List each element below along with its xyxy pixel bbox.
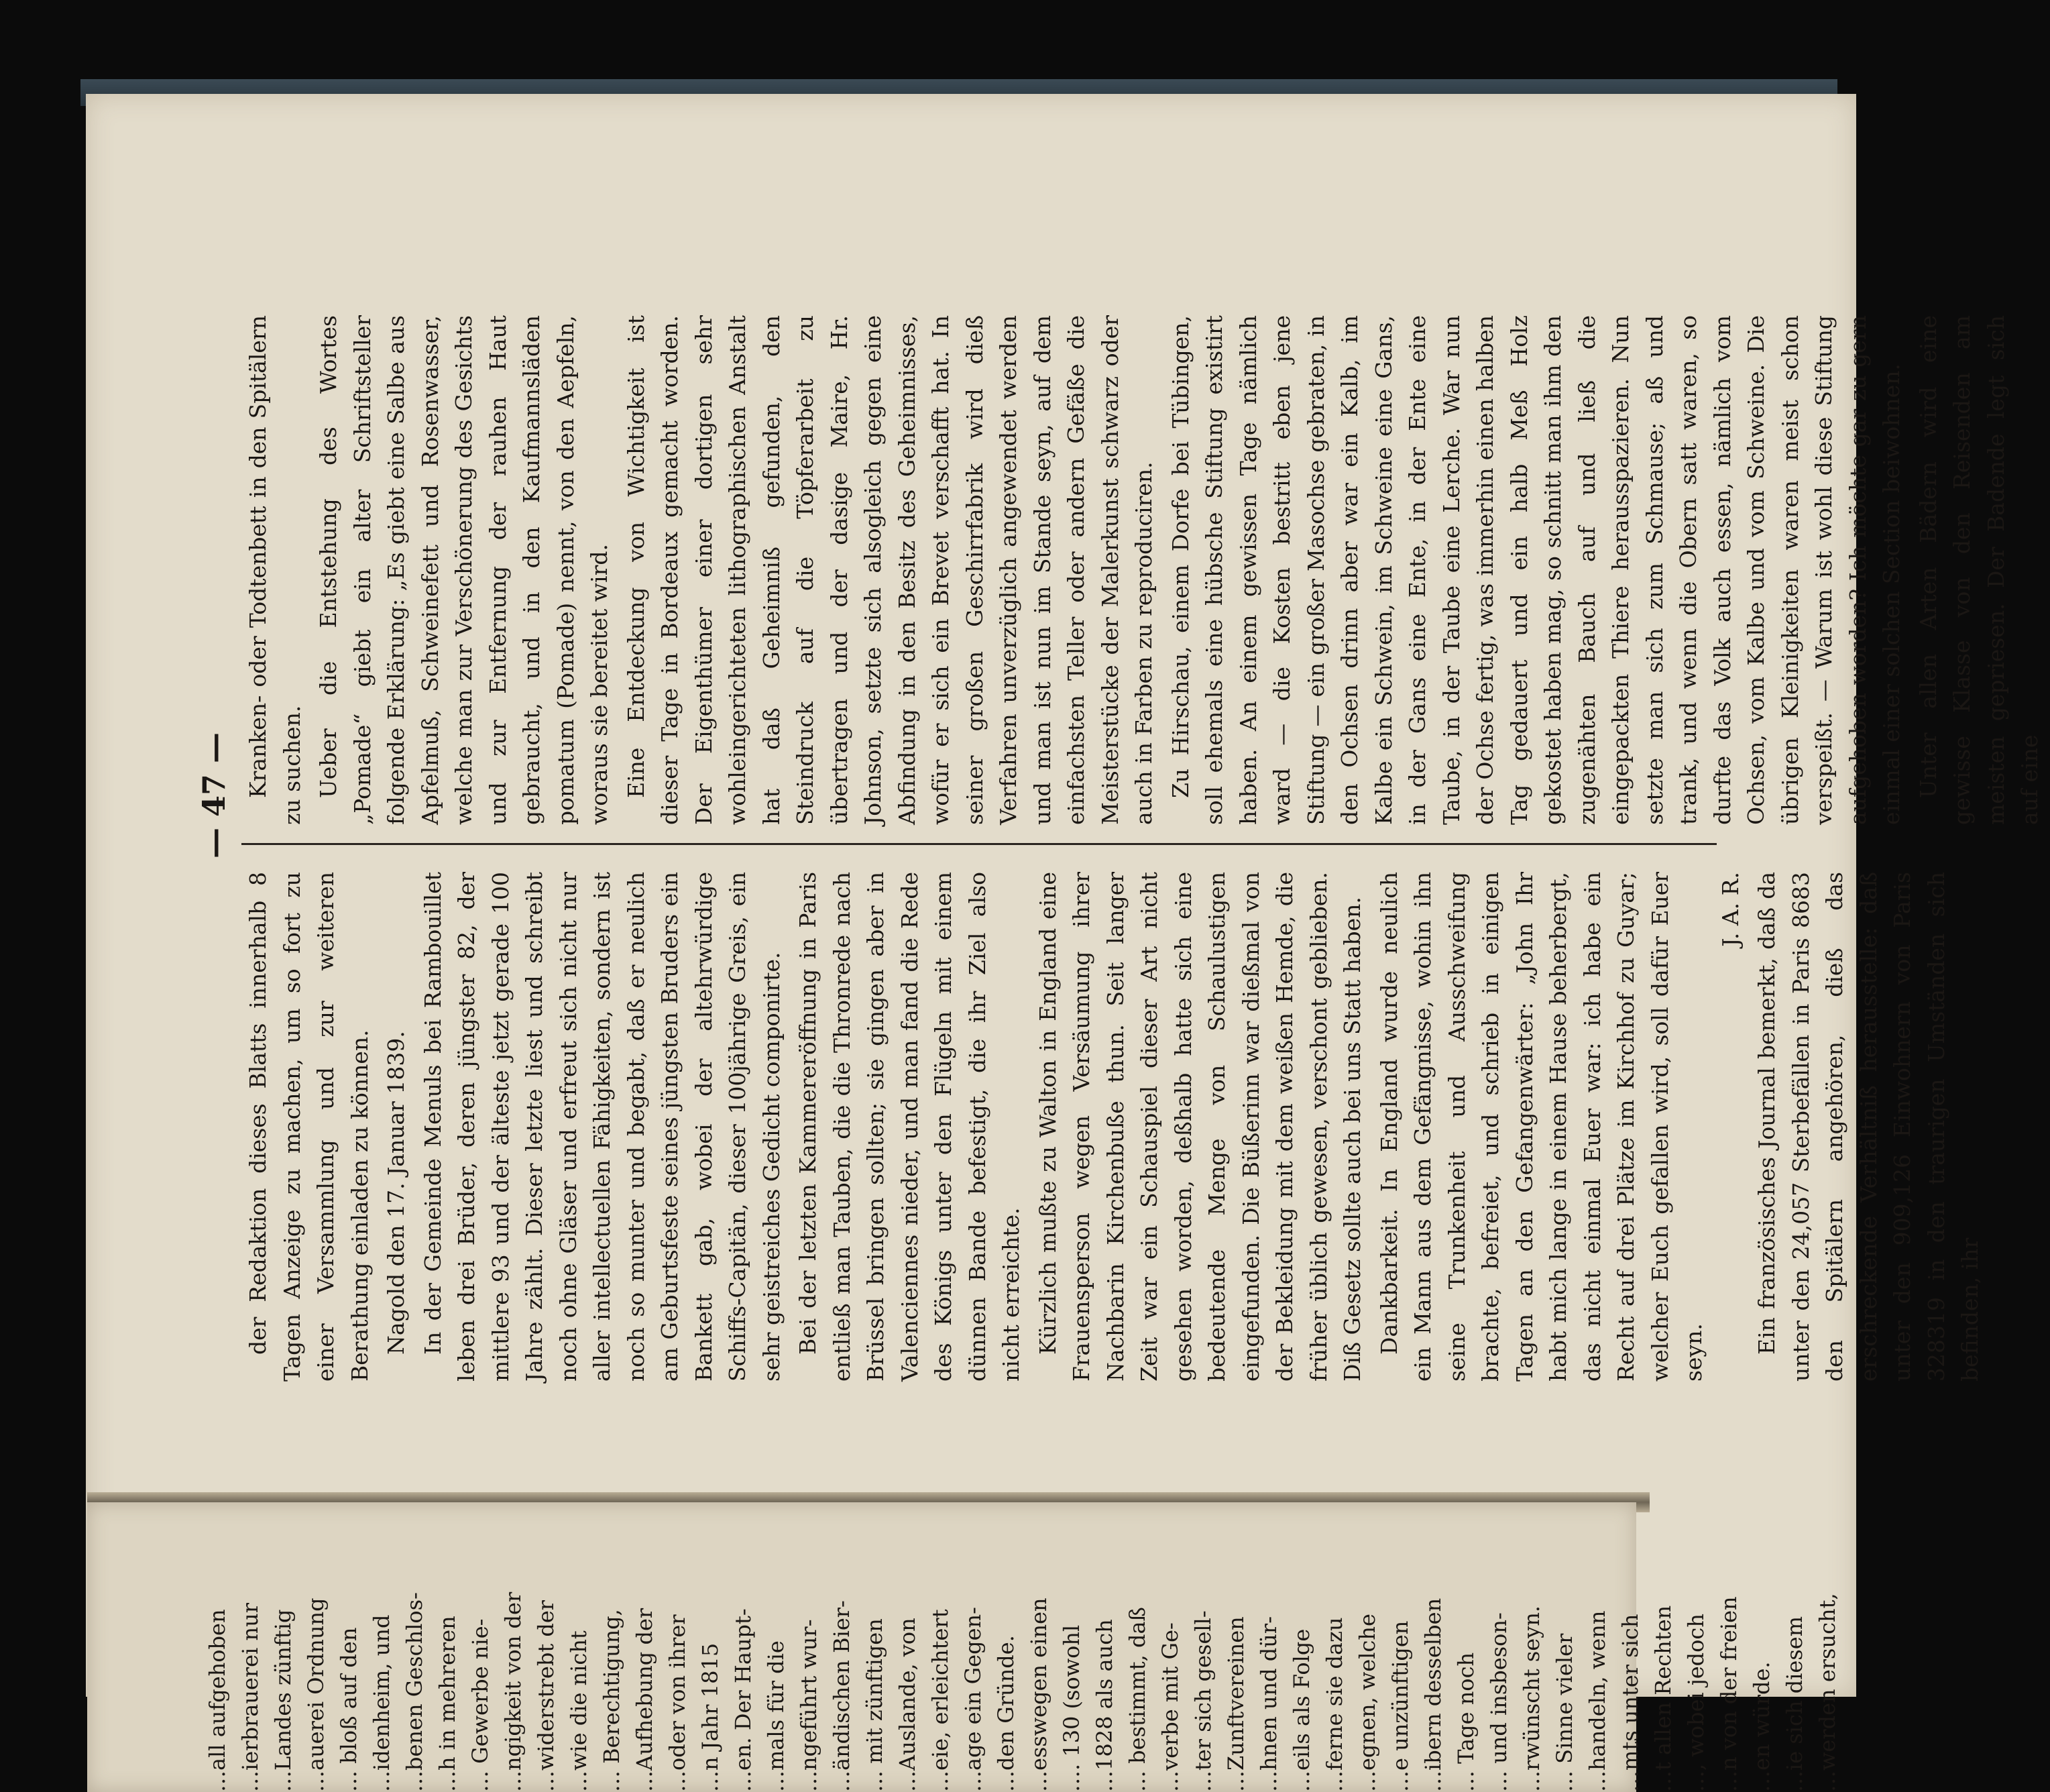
paragraph: Kürzlich mußte zu Walton in England eine Frauensperson wegen Versäumung ihrer Nachbarin Kirchenbuße thun. Seit langer Zeit war ein Schauspiel dieser Art nicht gesehen worden, deßhalb hatte sich eine bedeutende Menge von Schaulustigen eingefunden. Die Büßerinn war dießmal von der Bekleidung mit dem weißen Hemde, die früher üblich gewesen, verschont geblieben. Diß Gesetz sollte auch bei uns Statt haben.: [1034, 872, 1365, 1382]
facing-line: …verbe mit Ge-: [1157, 1622, 1183, 1792]
paragraph: Ueber die Entstehung des Wortes „Pomade“ giebt ein alter Schriftsteller folgende Erklärung: „Es giebt eine Salbe aus Apfelmuß, Schweinefett und Rosenwasser, welche man zur Verschönerung des Gesichts und zur Entfernung der rauhen Haut gebraucht, und in den Kaufmannsläden pomatum (Pomade) nennt, von den Aepfeln, woraus sie bereitet wird.: [315, 315, 612, 825]
facing-line: …. 130 (sowohl: [1059, 1624, 1084, 1792]
paragraph: Eine Entdeckung von Wichtigkeit ist dieser Tage in Bordeaux gemacht worden. Der Eigenthümer einer dortigen sehr wohleingerichteten lithographischen Anstalt hat daß Geheimniß gefunden, den Steindruck auf die Töpferarbeit zu übertragen und der dasige Maire, Hr. Johnson, setzte sich alsogleich gegen eine Abfindung in den Besitz des Geheimnisses, wofür er sich ein Brevet verschafft hat. In seiner großen Geschirrfabrik wird dieß Verfahren unverzüglich angewendet werden und man ist nun im Stande seyn, auf dem einfachsten Teller oder andern Gefäße die Meisterstücke der Malerkunst schwarz oder auch in Farben zu reproduciren.: [622, 315, 1157, 825]
left-text-column: [241, 872, 1990, 1382]
paragraph: In der Gemeinde Menuls bei Rambouillet leben drei Brüder, deren jüngster 82, der mittlere 93 und der älteste jetzt gerade 100 Jahre zählt. Dieser letzte liest und schreibt noch ohne Gläser und erfreut sich nicht nur aller intellectuellen Fähigkeiten, sondern ist noch so munter und begabt, daß er neulich am Geburtsfeste seines jüngsten Bruders ein Bankett gab, wobei der altehrwürdige Schiffs-Capitän, dieser 100jährige Greis, ein sehr geistreiches Gedicht componirte.: [419, 872, 785, 1382]
facing-line: …wie die nicht: [566, 1630, 591, 1792]
facing-line: …handeln, wenn: [1585, 1610, 1610, 1792]
paragraph: J. A. R.: [1717, 872, 1744, 947]
facing-line: …Zunftvereinen: [1223, 1616, 1249, 1792]
facing-line: … bestimmt, daß: [1125, 1607, 1150, 1792]
facing-line: …ngigkeit von der: [500, 1591, 526, 1792]
facing-line: …mts unter sich: [1617, 1614, 1643, 1792]
paragraph: Unter allen Arten Bädern wird eine gewisse Klasse von den Reisenden am meisten gepriesen. Der Badende legt sich auf eine: [1915, 315, 2043, 825]
facing-line: … Berechtigung,: [599, 1609, 624, 1792]
facing-line: …1828 als auch: [1092, 1619, 1117, 1792]
column-divider: [241, 843, 1717, 845]
facing-line: …hnen und dür-: [1256, 1616, 1282, 1792]
facing-line: …ierbrauerei nur: [237, 1602, 263, 1792]
paragraph: Ein französisches Journal bemerkt, daß da unter den 24,057 Sterbefällen in Paris 8683 den Spitälern angehören, dieß das erschreckende Verhältniß herausstelle: daß unter den 909,126 Einwohnern von Paris 328319 in den traurigen Umständen sich befinden, ihr: [1754, 872, 1983, 1382]
facing-line: … Gewerbe nie-: [467, 1618, 493, 1792]
paragraph: Zu Hirschau, einem Dorfe bei Tübingen, soll ehemals eine hübsche Stiftung existirt haben. An einem gewissen Tage nämlich ward — die Kosten bestritt eben jene Stiftung — ein großer Masochse gebraten, in den Ochsen drinn aber war ein Kalb, im Kalbe ein Schwein, im Schweine eine Gans, in der Gans eine Ente, in der Ente eine Taube, in der Taube eine Lerche. War nun der Ochse fertig, was immerhin einen halben Tag gedauert und ein halb Meß Holz gekostet haben mag, so schnitt man ihm den zugenähten Bauch auf und ließ die eingepackten Thiere herausspazieren. Nun setzte man sich zum Schmause; aß und trank, und wenn die Obern satt waren, so durfte das Volk auch essen, nämlich vom Ochsen, vom Kalbe und vom Schweine. Die übrigen Kleinigkeiten waren meist schon verspeißt. — Warum ist wohl diese Stiftung aufgehoben worden? Ich möchte gar zu gern einmal einer solchen Section beiwohnen.: [1167, 315, 1904, 825]
facing-line: …ändischen Bier-: [829, 1600, 854, 1792]
facing-line: …t allen Rechten: [1650, 1605, 1676, 1792]
facing-line: …ferne sie dazu: [1322, 1617, 1347, 1792]
facing-line: …eils als Folge: [1289, 1628, 1314, 1792]
facing-line: …en würde.: [1749, 1661, 1774, 1792]
facing-line: …all aufgehoben: [205, 1609, 230, 1792]
facing-line: …e unzünftigen: [1387, 1620, 1413, 1792]
facing-line: …benen Geschlos-: [402, 1592, 427, 1792]
main-page-text: [196, 255, 2043, 1382]
facing-line: …eie, erleichtert: [927, 1609, 953, 1792]
facing-line: … Sinne vieler: [1552, 1633, 1577, 1792]
facing-line: …en. Der Haupt-: [730, 1608, 756, 1792]
facing-line: …ie sich diesem: [1782, 1616, 1807, 1792]
facing-line: …idenheim, und: [369, 1614, 394, 1792]
facing-line: …n Jahr 1815: [697, 1642, 723, 1792]
facing-line: …Auslande, von: [895, 1618, 920, 1792]
facing-line: …rwünscht seyn.: [1519, 1605, 1544, 1792]
paragraph: der Redaktion dieses Blatts innerhalb 8 Tagen Anzeige zu machen, um so fort zu einer Versammlung und zur weiteren Berathung einladen zu können.: [245, 872, 373, 1382]
facing-line: …auerei Ordnung: [303, 1598, 329, 1792]
paragraph: Nagold den 17. Januar 1839.: [383, 1031, 409, 1355]
paragraph: Dankbarkeit. In England wurde neulich ein Mann aus dem Gefängnisse, wohin ihn seine Trunkenheit und Ausschweifung brachte, befreiet, und schrieb in einigen Tagen an den Gefangenwärter: „John Ihr habt mich lange in einem Hause beherbergt, das nicht einmal Euer war: ich habe ein Recht auf drei Plätze im Kirchhof zu Guyar; welcher Euch gefallen wird, soll dafür Euer seyn.: [1375, 872, 1707, 1382]
facing-line: …ter sich gesell-: [1190, 1610, 1216, 1792]
facing-line: …werden ersucht,: [1815, 1593, 1840, 1792]
facing-line: … mit zünftigen: [862, 1618, 887, 1792]
facing-line: …den Gründe.: [993, 1635, 1019, 1792]
facing-page-column: [201, 1517, 1844, 1792]
facing-line: …n von der freien: [1716, 1596, 1742, 1792]
facing-line: …Landes zünftig: [270, 1609, 296, 1792]
paragraph: Kranken- oder Todtenbett in den Spitälern zu suchen.: [245, 315, 305, 825]
facing-line: …egnen, welche: [1355, 1614, 1380, 1792]
facing-line: …ibern desselben: [1420, 1598, 1446, 1792]
right-text-column: [241, 315, 2050, 825]
facing-line: …oder von ihrer: [665, 1614, 690, 1792]
facing-line: …Aufhebung der: [632, 1608, 657, 1792]
facing-page-text: [201, 1510, 1840, 1792]
page-number: — 47 —: [196, 732, 232, 858]
facing-line: …age ein Gegen-: [960, 1607, 986, 1792]
paragraph: Bei der letzten Kammereröffnung in Paris entließ man Tauben, die die Thronrede nach Brüssel bringen sollten; sie gingen aber in Valenciennes nieder, und man fand die Rede des Königs unter den Flügeln mit einem dünnen Bande befestigt, die ihr Ziel also nicht erreichte.: [795, 872, 1024, 1382]
facing-line: … und insbeson-: [1486, 1612, 1512, 1792]
facing-line: …widerstrebt der: [533, 1600, 559, 1792]
facing-line: …, wobei jedoch: [1683, 1614, 1709, 1792]
facing-line: …mals für die: [763, 1640, 789, 1792]
facing-line: …esswegen einen: [1026, 1598, 1051, 1792]
facing-line: … bloß auf den: [336, 1627, 361, 1792]
facing-line: …h in mehreren: [435, 1616, 460, 1792]
facing-line: …ngeführt wur-: [796, 1619, 821, 1792]
facing-line: … Tage noch: [1453, 1652, 1479, 1792]
